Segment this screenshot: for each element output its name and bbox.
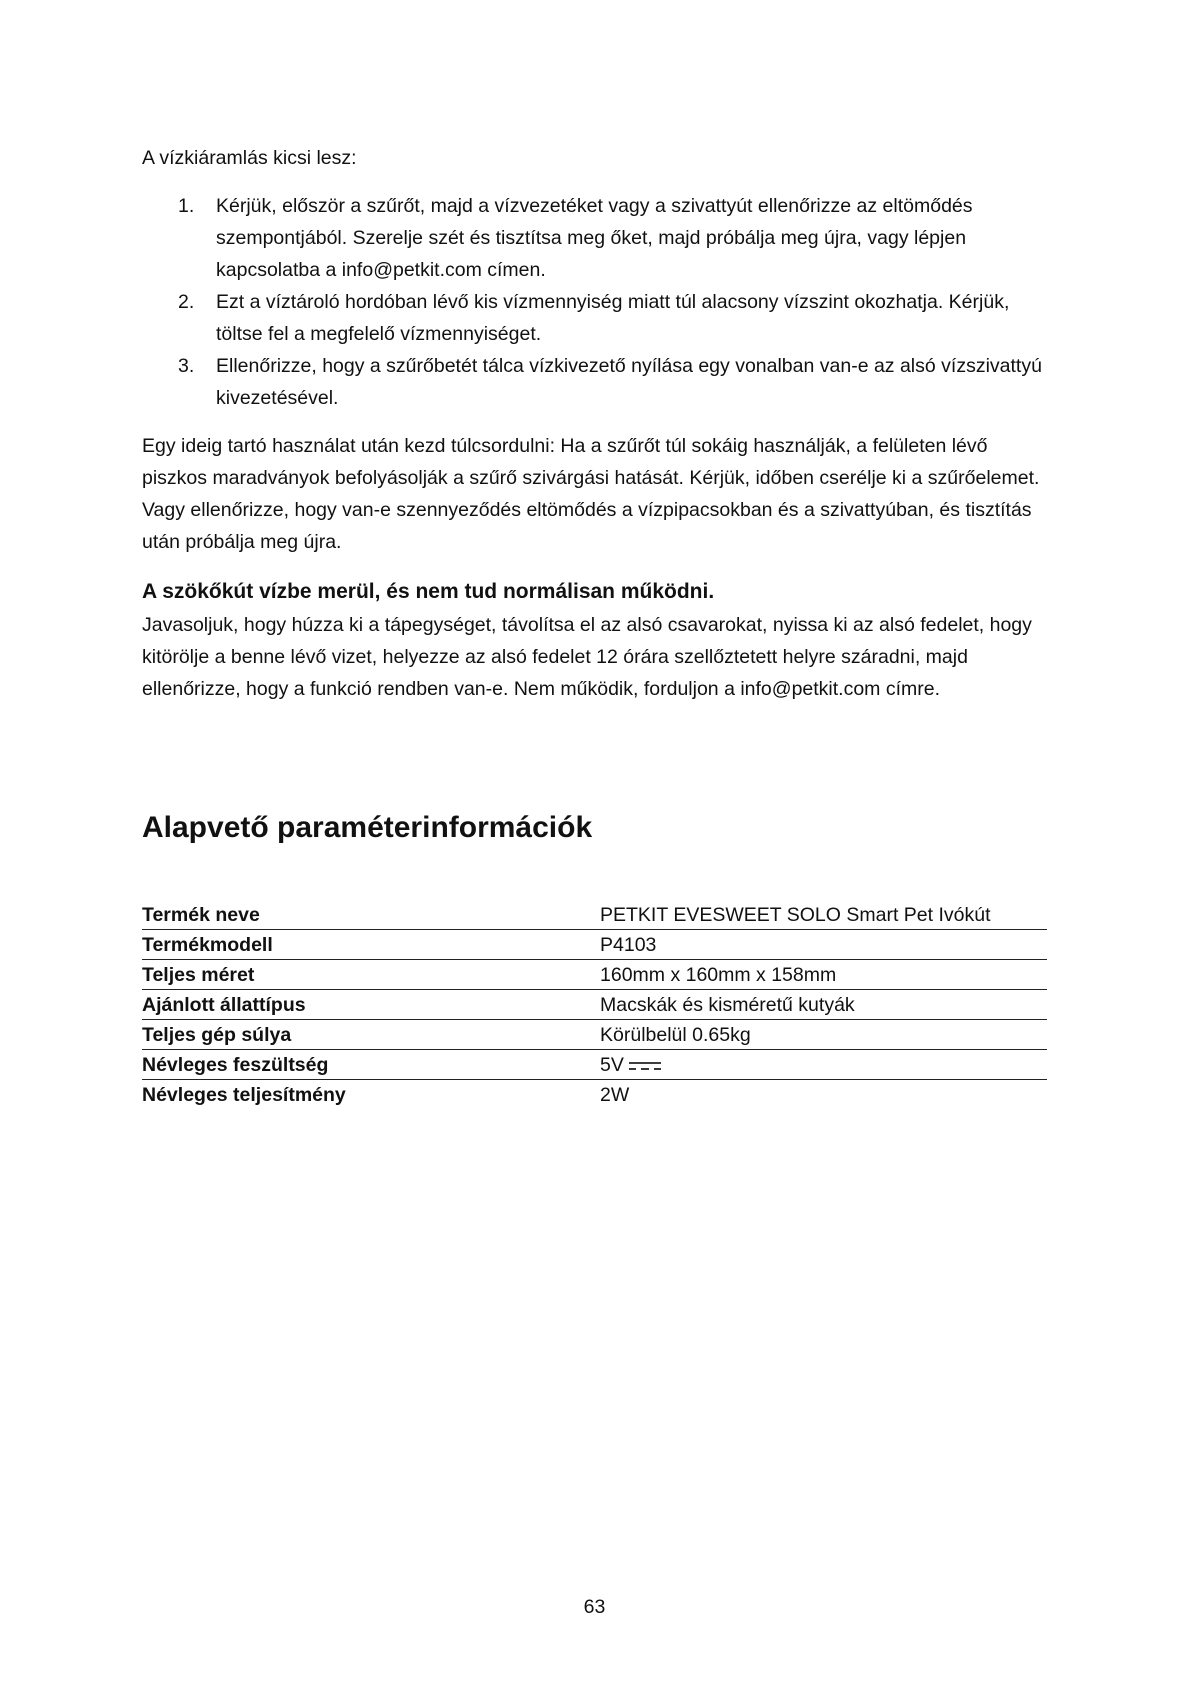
dc-current-symbol-icon — [628, 1060, 662, 1072]
param-label: Névleges teljesítmény — [142, 1084, 346, 1106]
parameters-title: Alapvető paraméterinformációk — [142, 811, 593, 844]
overflow-paragraph: Egy ideig tartó használat után kezd túlcsordulni: Ha a szűrőt túl sokáig használják, a felületen lévő piszkos maradványok befolyásolják a szűrő szivárgási hatását. Kérjük, időben cserélje ki a szűrőelemet. Vagy ellenőrizze, hogy van-e szennyeződés eltömődés a vízpipacsokban és a szivattyúban, és tisztítás után próbálja meg újra. — [142, 435, 1040, 553]
table-row — [142, 1020, 1047, 1050]
sink-paragraph: Javasoljuk, hogy húzza ki a tápegységet, távolítsa el az alsó csavarokat, nyissa ki az alsó fedelet, hogy kitörölje a benne lévő vizet, helyezze az alsó fedelet 12 órára szellőztetett helyre száradni, majd ellenőrizze, hogy a funkció rendben van-e. Nem működik, forduljon a info@petkit.com címre. — [142, 614, 1032, 700]
list-item-text: Ezt a víztároló hordóban lévő kis vízmennyiség miatt túl alacsony vízszint okozhatja. Kérjük, töltse fel a megfelelő vízmennyiséget. — [216, 291, 1010, 345]
param-value: 5V — [600, 1054, 624, 1076]
param-label: Termékmodell — [142, 930, 600, 960]
table-row — [142, 1080, 1047, 1110]
param-value: P4103 — [600, 930, 1047, 960]
list-item — [142, 190, 1047, 286]
list-item-number: 2. — [178, 291, 195, 313]
param-value-cell — [600, 1050, 1047, 1080]
document-page — [142, 0, 1047, 1684]
param-value: Macskák és kisméretű kutyák — [600, 990, 1047, 1020]
parameters-table — [142, 900, 1047, 1109]
page-number: 63 — [583, 1596, 606, 1618]
list-item-text: Kérjük, először a szűrőt, majd a vízvezetéket vagy a szivattyút ellenőrizze az eltömődés szempontjából. Szerelje szét és tisztítsa meg őket, majd próbálja meg újra, vagy lépjen kapcsolatba a info@petkit.com címen. — [216, 195, 973, 281]
table-row — [142, 990, 1047, 1020]
sink-heading: A szökőkút vízbe merül, és nem tud normálisan működni. — [142, 580, 715, 603]
param-value: PETKIT EVESWEET SOLO Smart Pet Ivókút — [600, 900, 1047, 930]
list-item-number: 3. — [178, 355, 195, 377]
list-item-text: Ellenőrizze, hogy a szűrőbetét tálca vízkivezető nyílása egy vonalban van-e az alsó vízszivattyú kivezetésével. — [216, 355, 1042, 409]
table-row — [142, 930, 1047, 960]
table-row — [142, 900, 1047, 930]
low-flow-intro: A vízkiáramlás kicsi lesz: — [142, 147, 357, 169]
param-label: Termék neve — [142, 900, 600, 930]
param-label: Teljes gép súlya — [142, 1020, 600, 1050]
param-label: Ajánlott állattípus — [142, 990, 600, 1020]
param-label: Névleges feszültség — [142, 1050, 600, 1080]
list-item — [142, 350, 1047, 414]
param-label: Teljes méret — [142, 960, 600, 990]
table-row — [142, 1050, 1047, 1080]
low-flow-steps-list — [142, 190, 1047, 414]
list-item — [142, 286, 1047, 350]
table-row — [142, 960, 1047, 990]
param-value: 160mm x 160mm x 158mm — [600, 960, 1047, 990]
param-value: 2W — [600, 1084, 630, 1106]
param-value: Körülbelül 0.65kg — [600, 1020, 1047, 1050]
list-item-number: 1. — [178, 195, 195, 217]
